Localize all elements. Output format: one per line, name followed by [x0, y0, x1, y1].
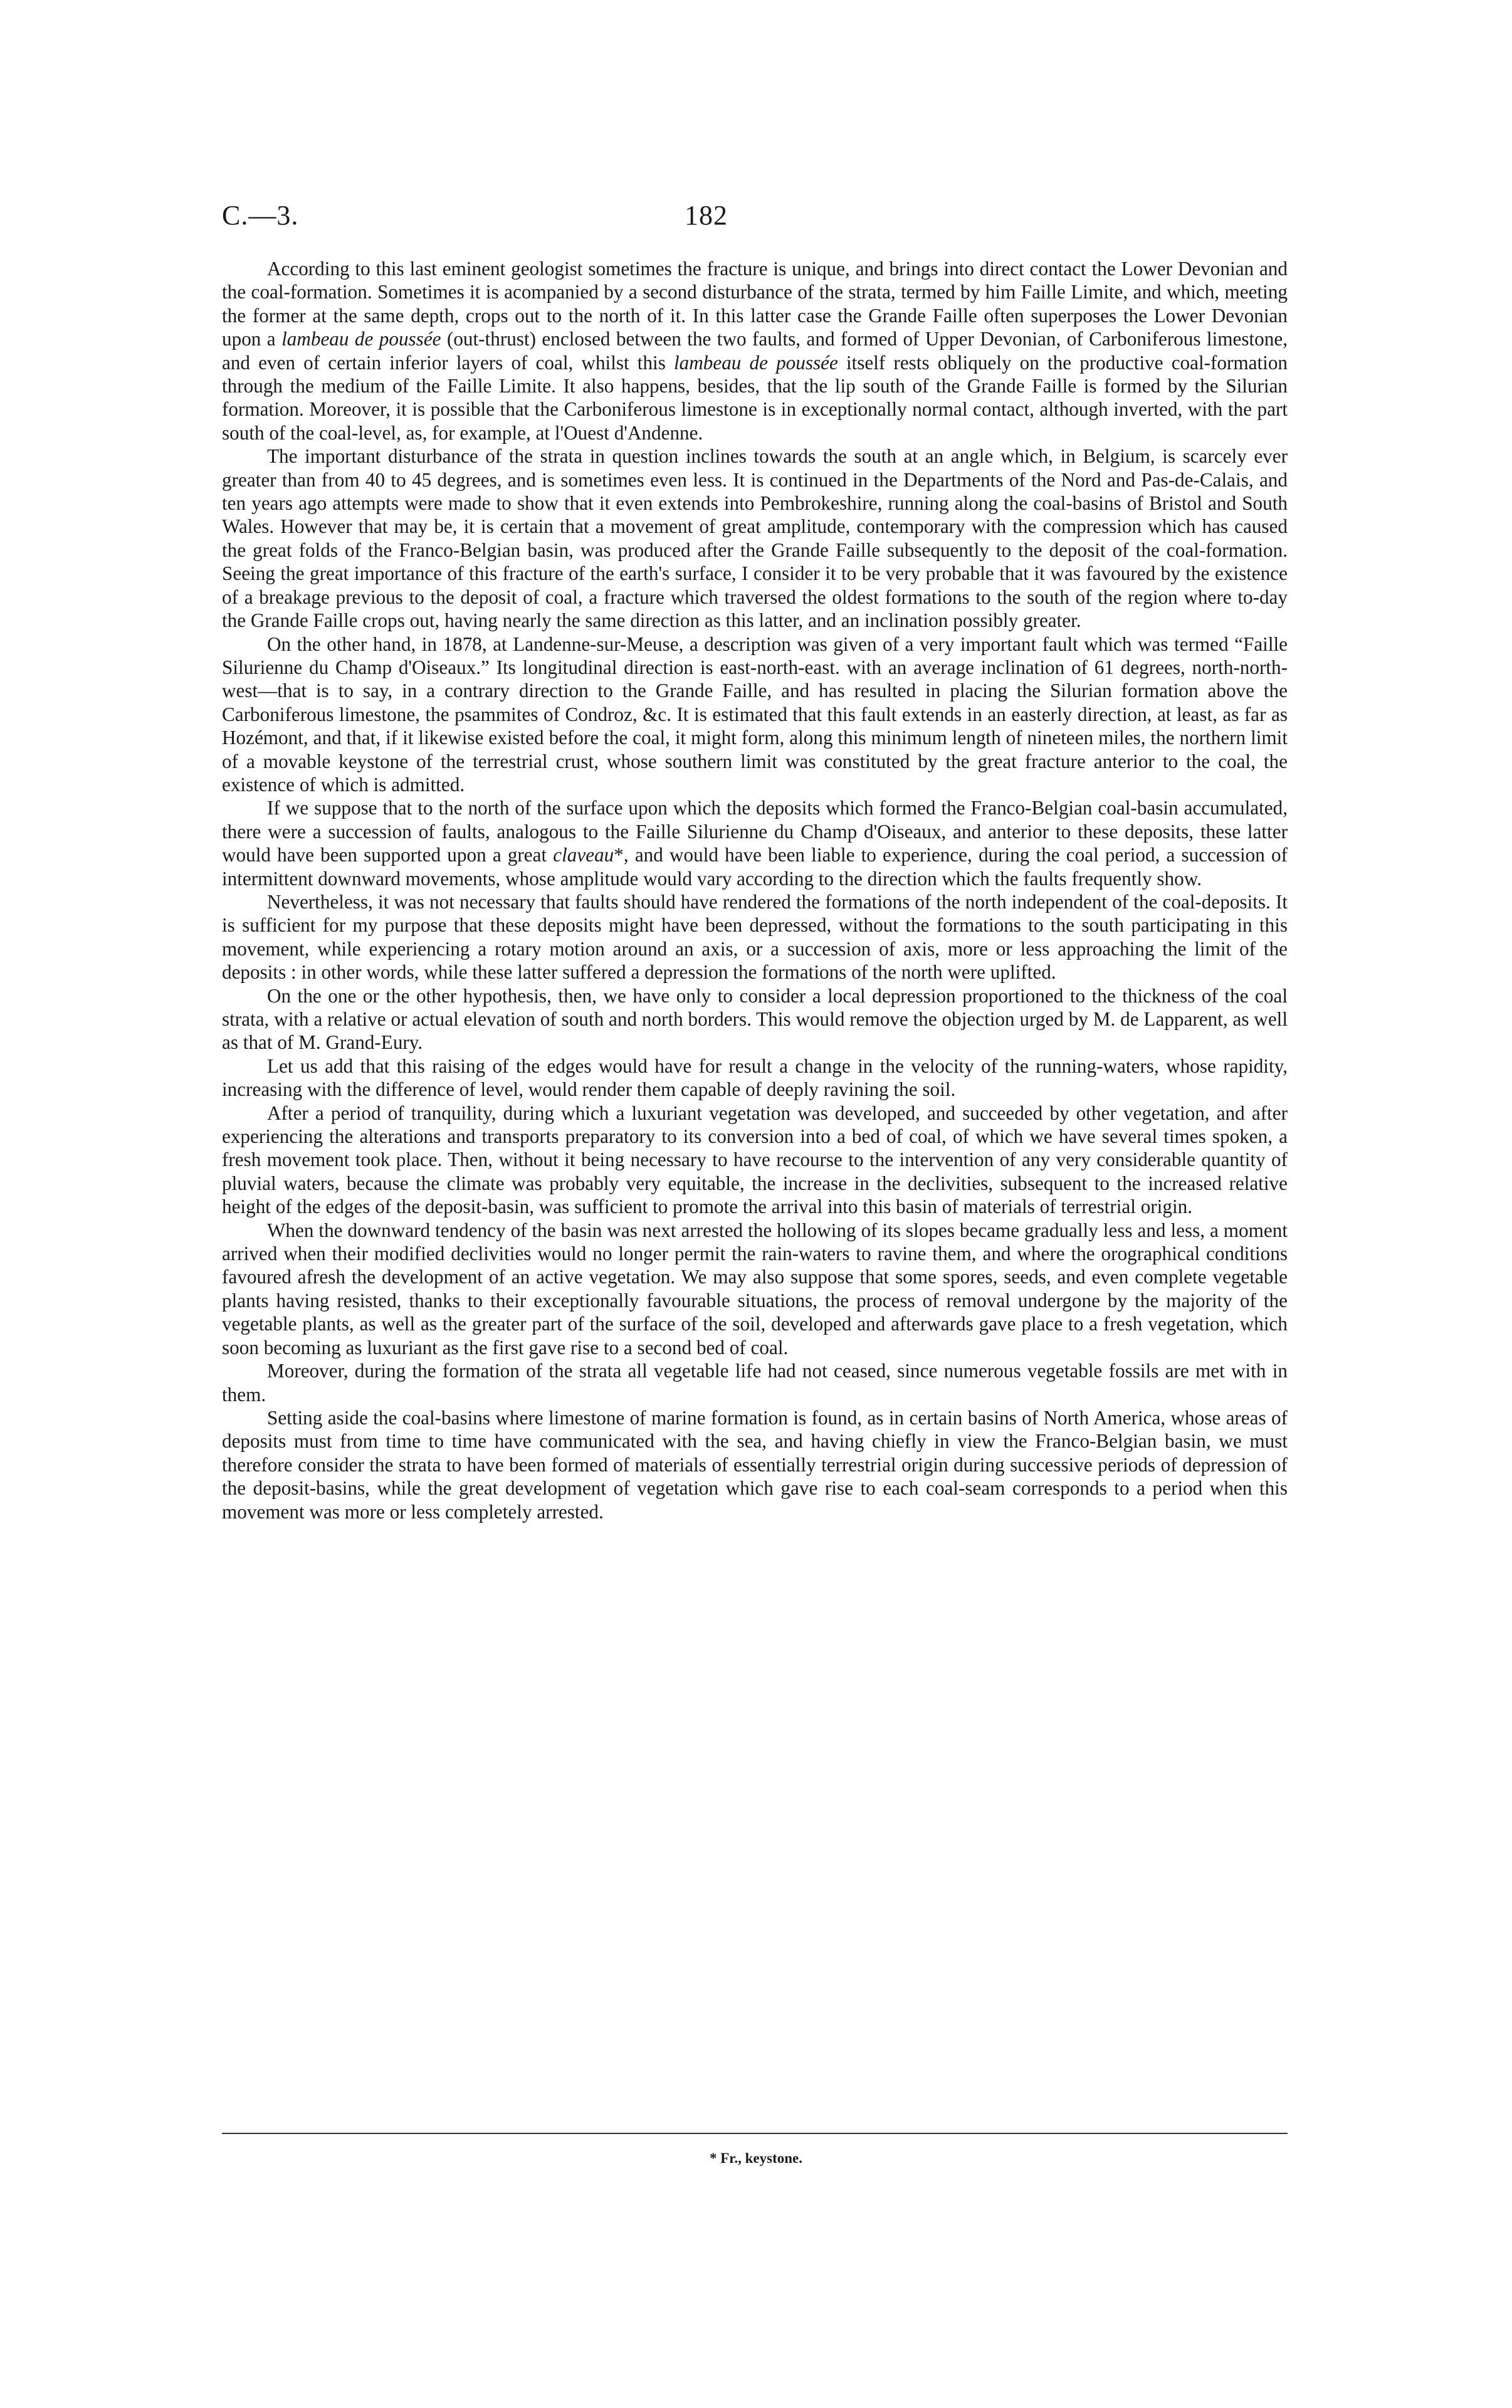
- paragraph: [222, 1406, 1288, 1523]
- text-run: *, and would have been liable to experience, during the coal period, a succession of intermittent downward movements, whose amplitude would vary according to the direction which the faults frequently show.: [222, 844, 1288, 890]
- text-run: Nevertheless, it was not necessary that faults should have rendered the formations of the north independent of the coal-deposits. It is sufficient for my purpose that these deposits might have been depressed, without the formations to the south participating in this movement, while experiencing a rotary motion around an axis, or a succession of axis, more or less approaching the limit of the deposits : in other words, while these latter suffered a depression the formations of the north were uplifted.: [222, 890, 1288, 984]
- footnote-rule: [222, 2133, 1288, 2134]
- text-run: On the one or the other hypothesis, then, we have only to consider a local depression proportioned to the thickness of the coal strata, with a relative or actual elevation of south and north borders. This would remove the objection urged by M. de Lapparent, as well as that of M. Grand-Eury.: [222, 984, 1288, 1054]
- text-run: According to this last eminent geologist sometimes the fracture is unique, and brings into direct contact the Lower Devonian and the coal-formation. Sometimes it is acompanied by a second disturbance of the strata, termed by him Faille Limite, and which, meeting the former at the same depth, crops out to the north of it. In this latter case the Grande Faille often superposes the Lower Devonian upon a: [222, 258, 1288, 350]
- body-text: [222, 257, 1288, 1523]
- paragraph: [222, 257, 1288, 444]
- text-run: If we suppose that to the north of the surface upon which the deposits which formed the Franco-Belgian coal-basin accumulated, there were a succession of faults, analogous to the Faille Silurienne du Champ d'Oiseaux, and anterior to these deposits, these latter would have been supported upon a great: [222, 797, 1288, 866]
- text-run: (out-thrust) enclosed between the two faults, and formed of Upper Devonian, of Carboniferous limestone, and even of certain inferior layers of coal, whilst this: [222, 328, 1288, 374]
- text-run: After a period of tranquility, during which a luxuriant vegetation was developed, and succeeded by other vegetation, and after experiencing the alterations and transports preparatory to its conversion into a bed of coal, of which we have several times spoken, a fresh movement took place. Then, without it being necessary to have recourse to the intervention of any very considerable quantity of pluvial waters, because the climate was probably very equitable, the increase in the declivities, subsequent to the increased relative height of the edges of the deposit-basin, was sufficient to promote the arrival into this basin of materials of terrestrial origin.: [222, 1101, 1288, 1218]
- text-run: itself rests obliquely on the productive coal-formation through the medium of the Faille Limite. It also happens, besides, that the lip south of the Grande Faille is formed by the Silurian formation. Moreover, it is possible that the Carboniferous limestone is in exceptionally normal contact, although inverted, with the part south of the coal-level, as, for example, at l'Ouest d'Andenne.: [222, 351, 1288, 444]
- footnote: * Fr., keystone.: [709, 2150, 802, 2166]
- paragraph: [222, 1101, 1288, 1219]
- text-run: On the other hand, in 1878, at Landenne-sur-Meuse, a description was given of a very important fault which was termed “Faille Silurienne du Champ d'Oiseaux.” Its longitudinal direction is east-north-east. with an average inclination of 61 degrees, north-north-west—that is to say, in a contrary direction to the Grande Faille, and has resulted in placing the Silurian formation above the Carboniferous limestone, the psammites of Condroz, &c. It is estimated that this fault extends in an easterly direction, at least, as far as Hozémont, and that, if it likewise existed before the coal, it might form, along this minimum length of nineteen miles, the northern limit of a movable keystone of the terrestrial crust, whose southern limit was constituted by the great fracture anterior to the coal, the existence of which is admitted.: [222, 633, 1288, 796]
- text-run: When the downward tendency of the basin was next arrested the hollowing of its slopes became gradually less and less, a moment arrived when their modified declivities would no longer permit the rain-waters to ravine them, and where the orographical conditions favoured afresh the development of an active vegetation. We may also suppose that some spores, seeds, and even complete vegetable plants having resisted, thanks to their exceptionally favourable situations, the process of removal undergone by the majority of the vegetable plants, as well as the greater part of the surface of the soil, developed and afterwards gave place to a fresh vegetation, which soon becoming as luxuriant as the first gave rise to a second bed of coal.: [222, 1219, 1288, 1359]
- text-run: The important disturbance of the strata in question inclines towards the south at an angle which, in Belgium, is scarcely ever greater than from 40 to 45 degrees, and is sometimes even less. It is continued in the Departments of the Nord and Pas-de-Calais, and ten years ago attempts were made to show that it even extends into Pembrokeshire, running along the coal-basins of Bristol and South Wales. However that may be, it is certain that a movement of great amplitude, contemporary with the compression which has caused the great folds of the Franco-Belgian basin, was produced after the Grande Faille subsequently to the deposit of the coal-formation. Seeing the great importance of this fracture of the earth's surface, I consider it to be very probable that it was favoured by the existence of a breakage previous to the deposit of coal, a fracture which traversed the oldest formations to the south of the region where to-day the Grande Faille crops out, having nearly the same direction as this latter, and an inclination possibly greater.: [222, 445, 1288, 632]
- paragraph: [222, 444, 1288, 632]
- paragraph: [222, 984, 1288, 1054]
- text-run: Setting aside the coal-basins where limestone of marine formation is found, as in certain basins of North America, whose areas of deposits must from time to time have communicated with the sea, and having chiefly in view the Franco-Belgian basin, we must therefore consider the strata to have been formed of materials of essentially terrestrial origin during successive periods of depression of the deposit-basins, while the great development of vegetation which gave rise to each coal-seam corresponds to a period when this movement was more or less completely arrested.: [222, 1406, 1288, 1523]
- paragraph: [222, 1054, 1288, 1101]
- page-reference: C.—3.: [222, 200, 299, 231]
- paragraph: [222, 1219, 1288, 1359]
- text-run: Moreover, during the formation of the strata all vegetable life had not ceased, since numerous vegetable fossils are met with in them.: [222, 1360, 1288, 1406]
- page-number: 182: [685, 200, 728, 231]
- italic-term: claveau: [553, 844, 614, 866]
- paragraph: [222, 1359, 1288, 1406]
- italic-term: lambeau de poussée: [673, 351, 838, 374]
- paragraph: [222, 890, 1288, 984]
- italic-term: lambeau de poussée: [281, 328, 441, 350]
- paragraph: [222, 633, 1288, 797]
- paragraph: [222, 796, 1288, 890]
- text-run: Let us add that this raising of the edges would have for result a change in the velocity of the running-waters, whose rapidity, increasing with the difference of level, would render them capable of deeply ravining the soil.: [222, 1054, 1288, 1101]
